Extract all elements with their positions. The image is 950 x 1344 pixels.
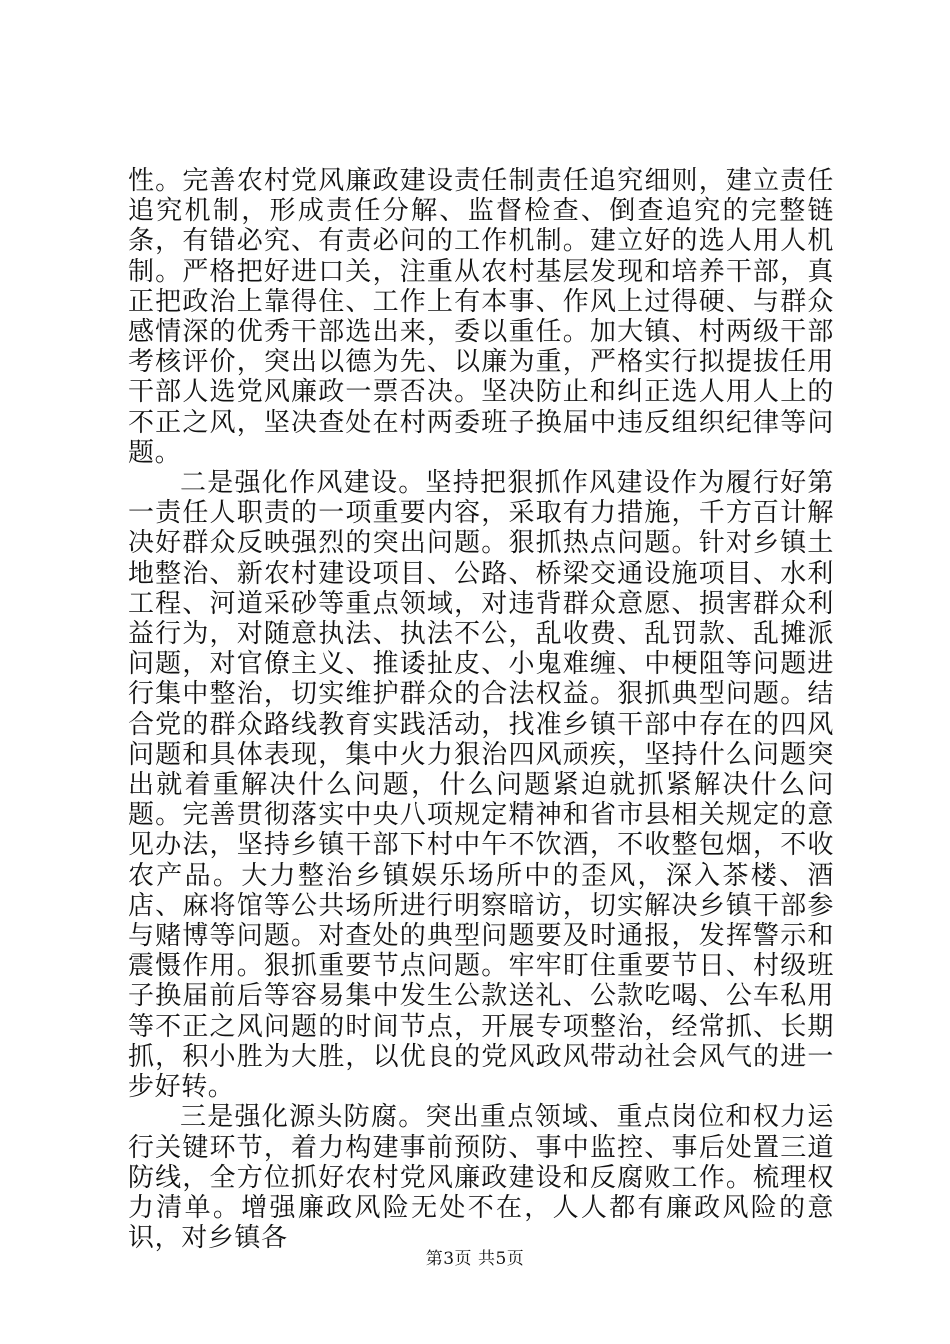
paragraph-3: 三是强化源头防腐。突出重点领域、重点岗位和权力运行关键环节，着力构建事前预防、事中监控、事后处置三道防线，全方位抓好农村党风廉政建设和反腐败工作。梳理权力清单。增强廉政风险无处不在，人人都有廉政风险的意识，对乡镇各 <box>128 1102 834 1254</box>
paragraph-1: 性。完善农村党风廉政建设责任制责任追究细则，建立责任追究机制，形成责任分解、监督检查、倒查追究的完整链条，有错必究、有责必问的工作机制。建立好的选人用人机制。严格把好进口关，注重从农村基层发现和培养干部，真正把政治上靠得住、工作上有本事、作风上过得硬、与群众感情深的优秀干部选出来，委以重任。加大镇、村两级干部考核评价，突出以德为先、以廉为重，严格实行拟提拔任用干部人选党风廉政一票否决。坚决防止和纠正选人用人上的不正之风，坚决查处在村两委班子换届中违反组织纪律等问题。 <box>128 166 834 468</box>
paragraph-2: 二是强化作风建设。坚持把狠抓作风建设作为履行好第一责任人职责的一项重要内容，采取有力措施，千方百计解决好群众反映强烈的突出问题。狠抓热点问题。针对乡镇土地整治、新农村建设项目、公路、桥梁交通设施项目、水利工程、河道采砂等重点领域，对违背群众意愿、损害群众利益行为，对随意执法、执法不公，乱收费、乱罚款、乱摊派问题，对官僚主义、推诿扯皮、小鬼难缠、中梗阻等问题进行集中整治，切实维护群众的合法权益。狠抓典型问题。结合党的群众路线教育实践活动，找准乡镇干部中存在的四风问题和具体表现，集中火力狠治四风顽疾，坚持什么问题突出就着重解决什么问题，什么问题紧迫就抓紧解决什么问题。完善贯彻落实中央八项规定精神和省市县相关规定的意见办法，坚持乡镇干部下村中午不饮酒，不收整包烟，不收农产品。大力整治乡镇娱乐场所中的歪风，深入茶楼、酒店、麻将馆等公共场所进行明察暗访，切实解决乡镇干部参与赌博等问题。对查处的典型问题要及时通报，发挥警示和震慑作用。狠抓重要节点问题。牢牢盯住重要节日、村级班子换届前后等容易集中发生公款送礼、公款吃喝、公车私用等不正之风问题的时间节点，开展专项整治，经常抓、长期抓，积小胜为大胜，以优良的党风政风带动社会风气的进一步好转。 <box>128 468 834 1103</box>
document-body <box>128 166 834 1253</box>
page-footer: 第3页 共5页 <box>425 1249 525 1269</box>
